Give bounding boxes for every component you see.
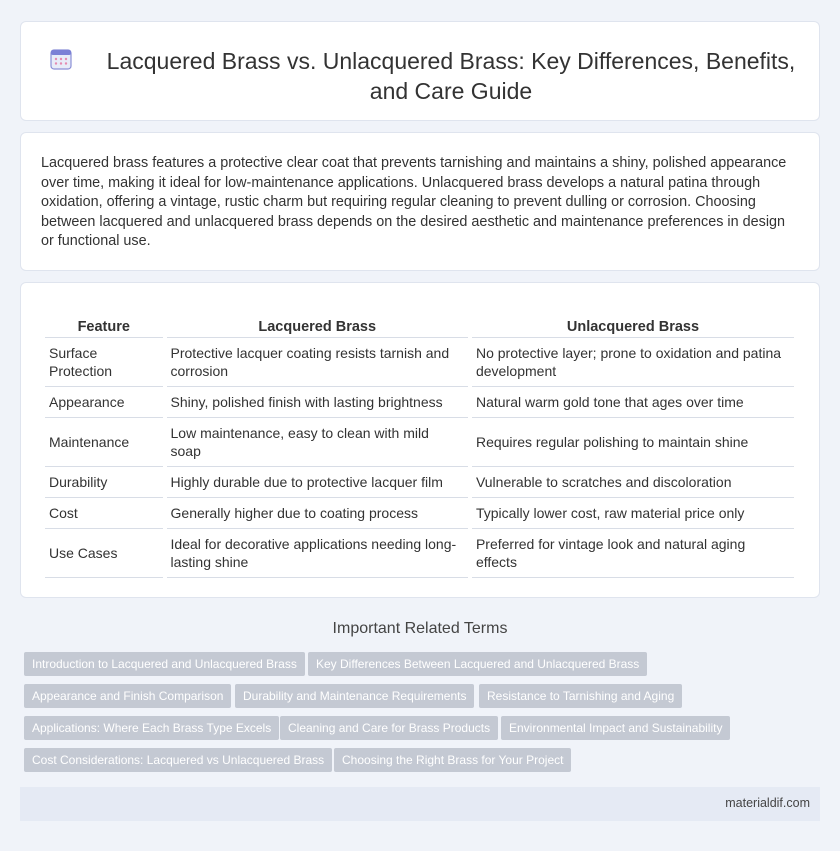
table-cell-unlacquered: Requires regular polishing to maintain shine [472,418,794,467]
related-tag[interactable]: Durability and Maintenance Requirements [235,684,474,708]
related-tag[interactable]: Key Differences Between Lacquered and Unlacquered Brass [308,652,647,676]
table-row [45,529,794,578]
table-cell-lacquered: Generally higher due to coating process [167,498,468,529]
table-cell-unlacquered: Typically lower cost, raw material price only [472,498,794,529]
table-cell-unlacquered: No protective layer; prone to oxidation and patina development [472,338,794,387]
table-cell-feature: Maintenance [45,418,163,467]
related-tag[interactable]: Resistance to Tarnishing and Aging [479,684,682,708]
table-row [45,338,794,387]
table-cell-unlacquered: Natural warm gold tone that ages over time [472,387,794,418]
footer-site-link[interactable]: materialdif.com [725,796,810,810]
table-header-feature: Feature [45,316,163,338]
table-row [45,418,794,467]
table-cell-lacquered: Shiny, polished finish with lasting brightness [167,387,468,418]
comparison-table [41,316,798,578]
table-cell-feature: Surface Protection [45,338,163,387]
table-cell-unlacquered: Preferred for vintage look and natural aging effects [472,529,794,578]
table-row [45,498,794,529]
table-cell-lacquered: Ideal for decorative applications needing long-lasting shine [167,529,468,578]
related-terms-heading: Important Related Terms [332,620,508,637]
related-tag[interactable]: Appearance and Finish Comparison [24,684,231,708]
intro-card [20,132,820,271]
table-header-lacquered: Lacquered Brass [167,316,468,338]
related-tag[interactable]: Choosing the Right Brass for Your Project [334,748,571,772]
table-cell-feature: Appearance [45,387,163,418]
related-tag[interactable]: Cost Considerations: Lacquered vs Unlacquered Brass [24,748,332,772]
table-cell-feature: Use Cases [45,529,163,578]
related-tag[interactable]: Environmental Impact and Sustainability [501,716,730,740]
table-cell-lacquered: Protective lacquer coating resists tarnish and corrosion [167,338,468,387]
table-header-row [45,316,794,338]
related-tag[interactable]: Introduction to Lacquered and Unlacquered Brass [24,652,305,676]
related-tag[interactable]: Applications: Where Each Brass Type Excels [24,716,279,740]
footer [20,787,820,821]
table-cell-feature: Durability [45,467,163,498]
table-row [45,467,794,498]
table-cell-feature: Cost [45,498,163,529]
page-title: Lacquered Brass vs. Unlacquered Brass: Key Differences, Benefits, and Care Guide [106,48,796,104]
table-row [45,387,794,418]
comparison-table-card [20,282,820,598]
calendar-icon [49,47,73,71]
table-cell-lacquered: Low maintenance, easy to clean with mild soap [167,418,468,467]
table-cell-lacquered: Highly durable due to protective lacquer film [167,467,468,498]
intro-paragraph: Lacquered brass features a protective clear coat that prevents tarnishing and maintains a shiny, polished appearance over time, making it ideal for low-maintenance applications. Unlacquered brass develops a natural patina through oxidation, offering a vintage, rustic charm but requiring regular cleaning to prevent dulling or corrosion. Choosing between lacquered and unlacquered brass depends on the desired aesthetic and maintenance preferences in design or functional use. [41,155,787,249]
table-header-unlacquered: Unlacquered Brass [472,316,794,338]
table-cell-unlacquered: Vulnerable to scratches and discoloration [472,467,794,498]
title-card [20,21,820,121]
related-tag[interactable]: Cleaning and Care for Brass Products [280,716,498,740]
